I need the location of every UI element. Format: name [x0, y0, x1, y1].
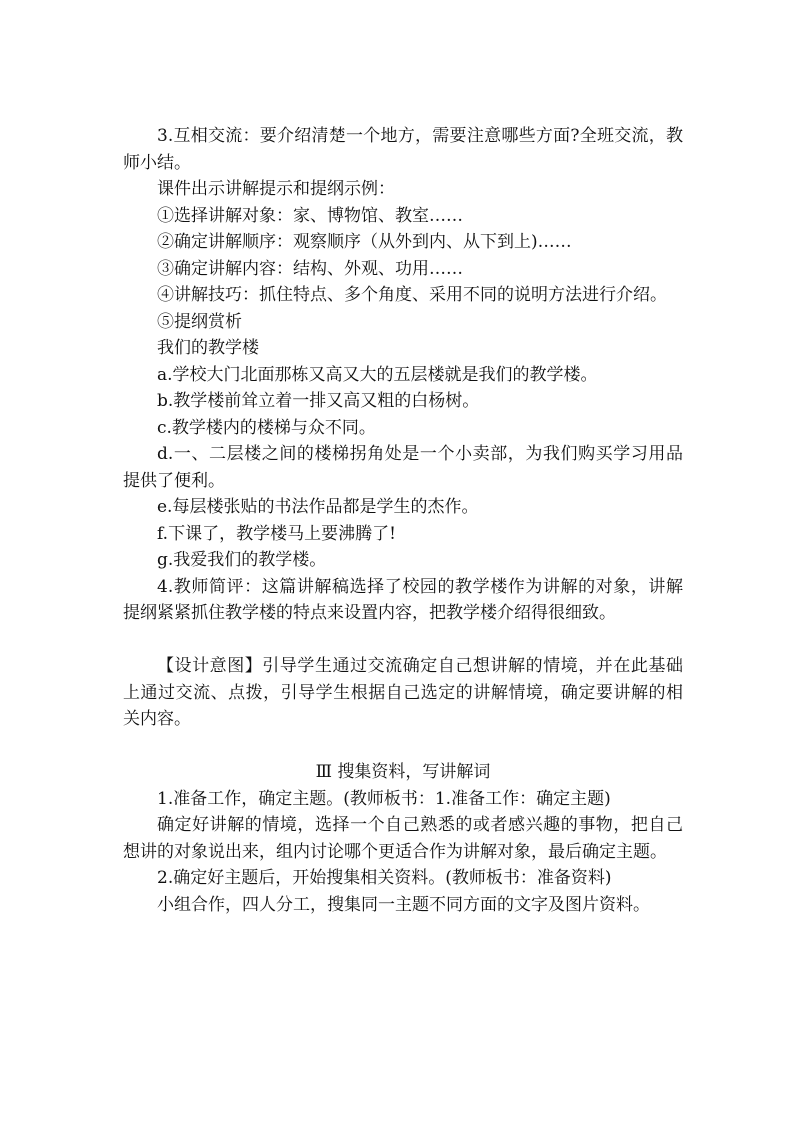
paragraph-courseware-intro: 课件出示讲解提示和提纲示例：: [157, 179, 395, 199]
outline-item-d: d.一、二层楼之间的楼梯拐角处是一个小卖部，为我们购买学习用品提供了便利。: [123, 444, 683, 491]
outline-item-e: e.每层楼张贴的书法作品都是学生的杰作。: [157, 497, 479, 517]
section-paragraph-collect: 2.确定好主题后，开始搜集相关资料。(教师板书：准备资料): [157, 868, 612, 888]
outline-item-b: b.教学楼前耸立着一排又高又粗的白杨树。: [157, 391, 480, 411]
paragraph-exchange: 3.互相交流：要介绍清楚一个地方，需要注意哪些方面?全班交流，教师小结。: [123, 126, 683, 173]
section-paragraph-choose-topic: 确定好讲解的情境，选择一个自己熟悉的或者感兴趣的事物，把自己想讲的对象说出来，组内讨论哪个更适合作为讲解对象，最后确定主题。: [123, 815, 683, 862]
section-heading: Ⅲ 搜集资料，写讲解词: [315, 762, 491, 782]
list-item-outline: ⑤提纲赏析: [157, 311, 242, 332]
outline-item-f: f.下课了，教学楼马上要沸腾了!: [157, 523, 396, 544]
outline-item-g: g.我爱我们的教学楼。: [157, 550, 327, 570]
outline-item-c: c.教学楼内的楼梯与众不同。: [157, 417, 376, 438]
outline-item-a: a.学校大门北面那栋又高又大的五层楼就是我们的教学楼。: [157, 364, 598, 385]
list-item-choose-object: ①选择讲解对象：家、博物馆、教室……: [157, 205, 463, 226]
list-item-skills: ④讲解技巧：抓住特点、多个角度、采用不同的说明方法进行介绍。: [157, 285, 667, 305]
document-body: [123, 123, 683, 918]
paragraph-teacher-review: 4.教师简评：这篇讲解稿选择了校园的教学楼作为讲解的对象，讲解提纲紧紧抓住教学楼的特点来设置内容，把教学楼介绍得很细致。: [123, 576, 683, 623]
list-item-order: ②确定讲解顺序：观察顺序（从外到内、从下到上)……: [157, 232, 572, 252]
section-paragraph-prepare: 1.准备工作，确定主题。(教师板书：1.准备工作：确定主题): [157, 788, 611, 809]
section-paragraph-group-work: 小组合作，四人分工，搜集同一主题不同方面的文字及图片资料。: [157, 894, 650, 915]
paragraph-design-intent: 【设计意图】引导学生通过交流确定自己想讲解的情境，并在此基础上通过交流、点拨，引导学生根据自己选定的讲解情境，确定要讲解的相关内容。: [123, 656, 683, 729]
list-item-content: ③确定讲解内容：结构、外观、功用……: [157, 258, 463, 279]
outline-title: 我们的教学楼: [157, 338, 259, 358]
